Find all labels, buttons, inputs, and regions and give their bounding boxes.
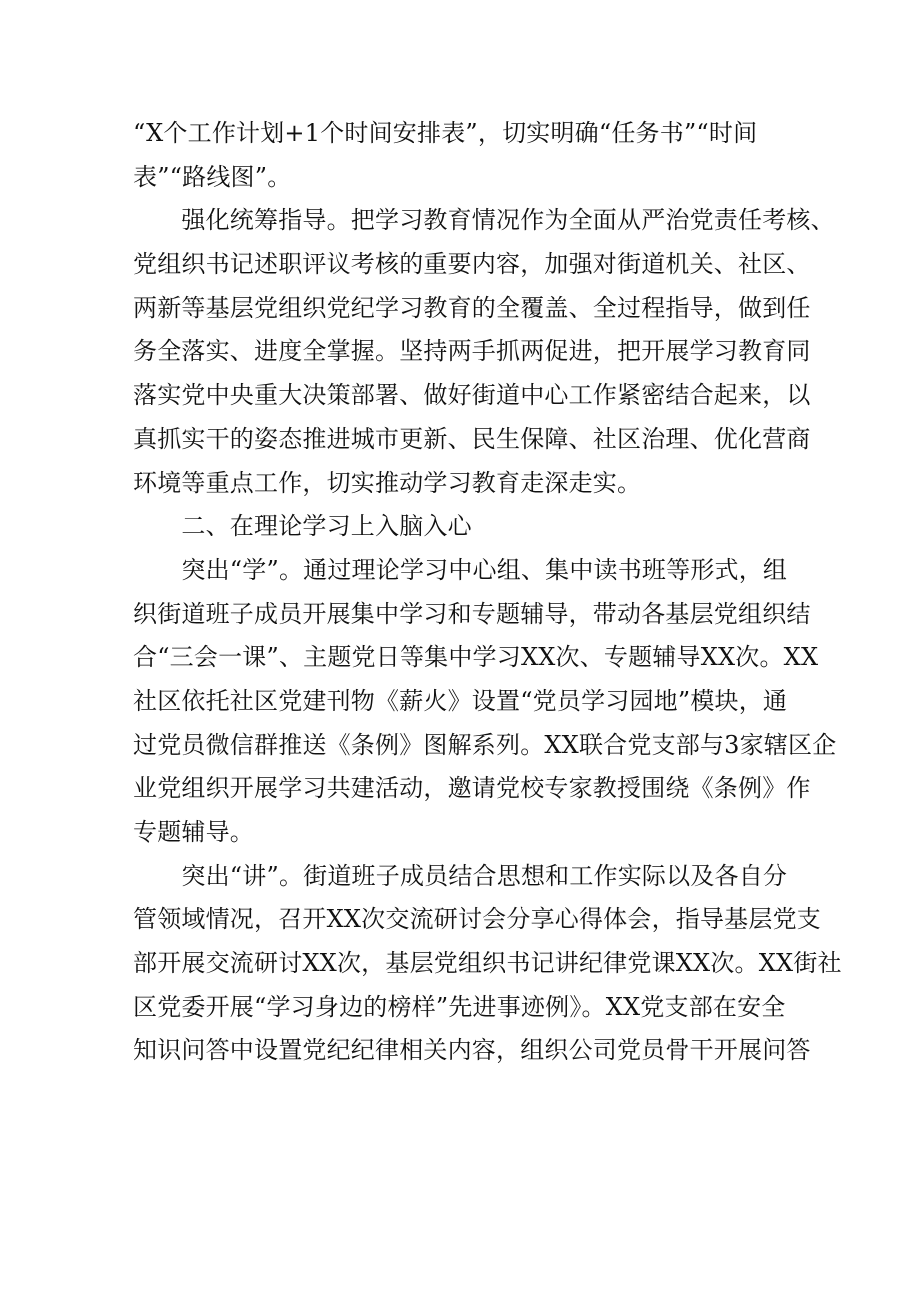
section-heading: 二、在理论学习上入脑入心 [133,512,472,541]
text-line-21: 区党委开展“学习身边的榜样”先进事迹例》。XX党支部在安全 [133,992,786,1021]
text-line-8: 真抓实干的姿态推进城市更新、民生保障、社区治理、优化营商 [133,424,811,453]
text-line-15: 过党员微信群推送《条例》图解系列。XX联合党支部与3家辖区企 [133,730,837,759]
text-line-16: 业党组织开展学习共建活动，邀请党校专家教授围绕《条例》作 [133,774,811,803]
text-line-13: 合“三会一课”、主题党日等集中学习XX次、专题辅导XX次。XX [133,643,819,672]
text-line-14: 社区依托社区党建刊物《薪火》设置“党员学习园地”模块，通 [133,686,788,715]
text-line-9: 环境等重点工作，切实推动学习教育走深走实。 [133,468,642,497]
text-line-4: 党组织书记述职评议考核的重要内容，加强对街道机关、社区、 [133,250,811,279]
document-body [133,112,842,1073]
text-line-17: 专题辅导。 [133,818,254,846]
text-line-22: 知识问答中设置党纪纪律相关内容，组织公司党员骨干开展问答 [133,1036,811,1065]
text-line-6: 务全落实、进度全掌握。坚持两手抓两促进，把开展学习教育同 [133,337,811,366]
text-line-5: 两新等基层党组织党纪学习教育的全覆盖、全过程指导，做到任 [133,293,811,322]
text-line-20: 部开展交流研讨XX次，基层党组织书记讲纪律党课XX次。XX街社 [133,949,842,978]
text-line-1: “X个工作计划+1个时间安排表”，切实明确“任务书”“时间 [133,119,758,147]
text-line-11: 突出“学”。通过理论学习中心组、集中读书班等形式，组 [133,555,788,584]
text-line-7: 落实党中央重大决策部署、做好街道中心工作紧密结合起来，以 [133,381,811,410]
text-line-3: 强化统筹指导。把学习教育情况作为全面从严治党责任考核、 [133,206,835,235]
text-line-19: 管领域情况，召开XX次交流研讨会分享心得体会，指导基层党支 [133,905,821,934]
text-line-2: 表”“路线图”。 [133,162,292,191]
text-line-12: 织街道班子成员开展集中学习和专题辅导，带动各基层党组织结 [133,599,811,628]
text-line-18: 突出“讲”。街道班子成员结合思想和工作实际以及各自分 [133,861,788,890]
